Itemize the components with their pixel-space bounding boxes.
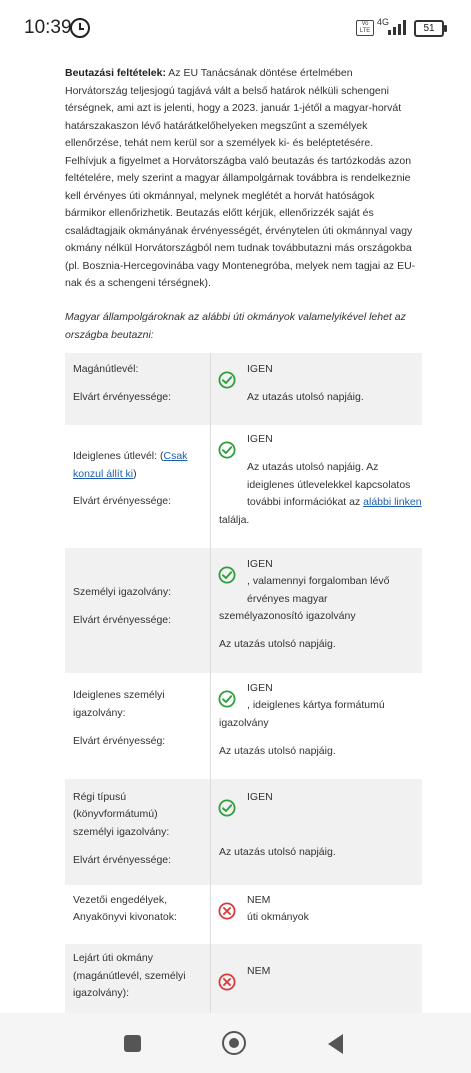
validity-label: Elvárt érvényessége: (73, 391, 172, 403)
x-circle-icon (218, 973, 236, 991)
table-row: Ideiglenes útlevél: (Csak konzul állít ki) Elvárt érvényessége: IGEN Az utazás utolsó napjáig. Az ideiglenes útlevelekkel kapcsolatos további információkat az alábbi linken találja. (65, 425, 422, 548)
document-label: Személyi igazolvány: (73, 586, 172, 598)
signal-icon (388, 19, 408, 35)
system-nav-bar (0, 1013, 471, 1073)
validity-text: Az utazás utolsó napjáig. Az (247, 461, 379, 473)
status-text: IGEN (247, 558, 273, 570)
table-row: Ideiglenes személyi igazolvány: Elvárt érvényesség: IGEN , ideiglenes kártya formátumú igazolvány Az utazás utolsó napjáig. (65, 673, 422, 779)
volte-icon: Vo LTE (356, 20, 374, 36)
check-circle-icon (218, 441, 236, 459)
status-text: NEM (247, 965, 271, 977)
status-text: IGEN (247, 433, 273, 445)
entry-conditions-heading: Beutazási feltételek: (65, 67, 166, 79)
validity-text: Az utazás utolsó napjáig. (219, 745, 336, 757)
x-circle-icon (218, 902, 236, 920)
document-label: Régi típusú (73, 791, 127, 803)
battery-indicator: 51 (414, 20, 444, 37)
documents-intro: Magyar állampolgároknak az alábbi úti okmányok valamelyikével lehet az országba beutazni: (65, 311, 406, 341)
back-button[interactable] (328, 1034, 343, 1054)
entry-conditions-paragraph: Beutazási feltételek: Az EU Tanácsának döntése értelmében Horvátország teljesjogú tagjává vált a belső határok nélküli schengeni térségnek, ami azt is jelenti, hogy a 2023. január 1-jétől a magyar-horvát határszakaszon lévő határátkelőhelyeken megszűnt a személyek ellenőrzése, tehát nem kerül sor a személyek ki- és beléptetésére. Felhívjuk a figyelmet a Horvátországba való beutazás és tartózkodás azon feltételére, mely szerint a magyar állampolgárnak továbbra is rendelkeznie kell érvényes úti okmánnyal, melynek meglétét a horvát hatóságok bármikor ellenőrizhetik. Beutazás előtt kérjük, ellenőrizzék saját és családtagjaik okmányának érvényességét, érvénytelen úti okmánnyal vagy okmány nélkül Horvátországból nem tudnak továbbutazni más országokba (pl. Bosznia-Hercegovinába vagy Montenegróba, melyek nem tagjai az EU- nak és a schengeni térségnek). (65, 67, 416, 289)
consul-link-cont[interactable]: konzul állít ki (73, 468, 134, 480)
check-circle-icon (218, 690, 236, 708)
document-label: Ideiglenes útlevél: (Csak (73, 450, 188, 462)
status-text: IGEN (247, 791, 273, 803)
status-text: IGEN (247, 363, 273, 375)
check-circle-icon (218, 799, 236, 817)
document-label: Magánútlevél: (73, 363, 139, 375)
document-label: Ideiglenes személyi (73, 689, 165, 701)
document-label: Lejárt úti okmány (73, 952, 153, 964)
home-button[interactable] (222, 1031, 246, 1055)
validity-text: Az utazás utolsó napjáig. (247, 391, 364, 403)
table-row: Személyi igazolvány: Elvárt érvényessége: IGEN , valamennyi forgalomban lévő érvényes magyar személyazonosító igazolvány Az utazás utolsó napjáig. (65, 548, 422, 673)
status-bar (0, 0, 471, 56)
validity-text: Az utazás utolsó napjáig. (219, 846, 336, 858)
validity-text: Az utazás utolsó napjáig. (219, 638, 336, 650)
validity-label: Elvárt érvényessége: (73, 495, 172, 507)
table-row: Vezetői engedélyek, Anyakönyvi kivonatok: NEM úti okmányok (65, 885, 422, 944)
check-circle-icon (218, 566, 236, 584)
consul-link[interactable]: Csak (163, 450, 188, 462)
status-text: NEM (247, 894, 271, 906)
document-label: Vezetői engedélyek, (73, 894, 167, 906)
validity-label: Elvárt érvényessége: (73, 854, 172, 866)
recent-apps-button[interactable] (124, 1035, 141, 1052)
check-circle-icon (218, 371, 236, 389)
clock: 10:39 (24, 17, 72, 38)
validity-label: Elvárt érvényesség: (73, 735, 166, 747)
table-row: Lejárt úti okmány (magánútlevél, személyi igazolvány): NEM (65, 944, 422, 1024)
status-text: IGEN (247, 682, 273, 694)
more-info-link[interactable]: alábbi linken (363, 496, 422, 508)
documents-table (65, 353, 422, 1024)
network-type: 4G (377, 17, 390, 27)
alarm-icon (70, 18, 90, 38)
table-row (65, 353, 422, 425)
table-row: Régi típusú (könyvformátumú) személyi igazolvány: Elvárt érvényessége: IGEN Az utazás utolsó napjáig. (65, 779, 422, 885)
validity-label: Elvárt érvényessége: (73, 614, 172, 626)
